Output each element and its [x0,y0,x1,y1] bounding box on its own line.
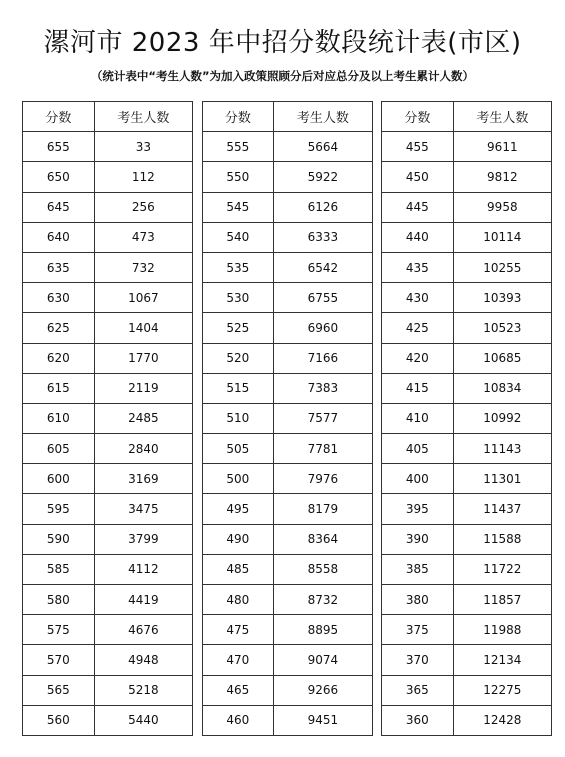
count-cell: 9074 [274,645,372,675]
count-cell: 1770 [94,343,192,373]
score-cell: 390 [382,524,454,554]
table-row [23,132,193,162]
score-cell: 500 [202,464,274,494]
table-row [382,645,552,675]
score-cell: 415 [382,373,454,403]
score-tables [22,101,552,736]
table-row [23,434,193,464]
table-row [23,464,193,494]
count-cell: 12428 [453,705,551,735]
score-cell: 400 [382,464,454,494]
table-row [23,645,193,675]
table-row [202,313,372,343]
table-row [23,494,193,524]
count-cell: 2485 [94,403,192,433]
score-cell: 540 [202,222,274,252]
table-row [23,554,193,584]
score-cell: 555 [202,132,274,162]
count-cell: 7577 [274,403,372,433]
table-row [382,403,552,433]
count-cell: 8364 [274,524,372,554]
count-cell: 2840 [94,434,192,464]
count-cell: 6755 [274,283,372,313]
count-cell: 10992 [453,403,551,433]
score-cell: 575 [23,615,95,645]
score-cell: 580 [23,585,95,615]
count-cell: 10685 [453,343,551,373]
table-row [382,252,552,282]
score-cell: 530 [202,283,274,313]
header-score: 分数 [382,102,454,132]
score-cell: 455 [382,132,454,162]
table-row [202,615,372,645]
count-cell: 11988 [453,615,551,645]
score-cell: 490 [202,524,274,554]
table-row [382,313,552,343]
count-cell: 11857 [453,585,551,615]
count-cell: 6126 [274,192,372,222]
table-row [23,675,193,705]
score-cell: 505 [202,434,274,464]
table-row [382,675,552,705]
score-cell: 570 [23,645,95,675]
score-cell: 385 [382,554,454,584]
count-cell: 9611 [453,132,551,162]
score-cell: 405 [382,434,454,464]
score-cell: 610 [23,403,95,433]
table-row [202,585,372,615]
count-cell: 4676 [94,615,192,645]
table-row [382,524,552,554]
count-cell: 9812 [453,162,551,192]
table-row [23,403,193,433]
table-row [382,585,552,615]
score-table-2 [202,101,373,736]
score-cell: 410 [382,403,454,433]
score-cell: 585 [23,554,95,584]
score-cell: 520 [202,343,274,373]
count-cell: 7976 [274,464,372,494]
table-row [382,705,552,735]
table-row [382,494,552,524]
score-cell: 395 [382,494,454,524]
score-cell: 375 [382,615,454,645]
table-row [382,222,552,252]
score-cell: 360 [382,705,454,735]
count-cell: 9451 [274,705,372,735]
score-cell: 515 [202,373,274,403]
table-row [23,252,193,282]
table-row [23,705,193,735]
page-subtitle: （统计表中“考生人数”为加入政策照顾分后对应总分及以上考生累计人数） [90,69,475,83]
count-cell: 5922 [274,162,372,192]
score-cell: 440 [382,222,454,252]
score-cell: 605 [23,434,95,464]
score-cell: 635 [23,252,95,282]
count-cell: 112 [94,162,192,192]
score-cell: 590 [23,524,95,554]
table-row [382,464,552,494]
score-cell: 525 [202,313,274,343]
count-cell: 8558 [274,554,372,584]
table-header-row [382,102,552,132]
table-row [23,222,193,252]
score-cell: 480 [202,585,274,615]
table-row [202,373,372,403]
count-cell: 1404 [94,313,192,343]
score-cell: 495 [202,494,274,524]
score-cell: 425 [382,313,454,343]
count-cell: 7781 [274,434,372,464]
count-cell: 2119 [94,373,192,403]
score-cell: 650 [23,162,95,192]
header-score: 分数 [23,102,95,132]
score-cell: 615 [23,373,95,403]
table-header-row [23,102,193,132]
table-row [382,132,552,162]
header-count: 考生人数 [453,102,551,132]
score-cell: 565 [23,675,95,705]
table-header-row [202,102,372,132]
count-cell: 12134 [453,645,551,675]
score-cell: 380 [382,585,454,615]
table-row [23,283,193,313]
score-cell: 470 [202,645,274,675]
table-row [382,283,552,313]
score-cell: 475 [202,615,274,645]
table-row [202,252,372,282]
count-cell: 1067 [94,283,192,313]
score-cell: 595 [23,494,95,524]
table-row [202,403,372,433]
table-row [202,132,372,162]
score-cell: 510 [202,403,274,433]
count-cell: 3475 [94,494,192,524]
count-cell: 5218 [94,675,192,705]
count-cell: 6542 [274,252,372,282]
table-row [23,162,193,192]
count-cell: 4948 [94,645,192,675]
count-cell: 5440 [94,705,192,735]
score-cell: 655 [23,132,95,162]
table-row [23,343,193,373]
count-cell: 12275 [453,675,551,705]
count-cell: 3799 [94,524,192,554]
count-cell: 10393 [453,283,551,313]
table-row [202,554,372,584]
score-cell: 645 [23,192,95,222]
table-row [23,524,193,554]
header-count: 考生人数 [274,102,372,132]
table-row [202,675,372,705]
table-row [23,192,193,222]
count-cell: 7166 [274,343,372,373]
score-cell: 460 [202,705,274,735]
count-cell: 6333 [274,222,372,252]
page-title: 漯河市 2023 年中招分数段统计表(市区) [43,28,522,58]
table-row [202,524,372,554]
table-row [382,373,552,403]
score-cell: 430 [382,283,454,313]
count-cell: 8732 [274,585,372,615]
score-cell: 625 [23,313,95,343]
score-cell: 545 [202,192,274,222]
score-table-3 [381,101,552,736]
table-row [23,615,193,645]
score-cell: 535 [202,252,274,282]
table-row [382,162,552,192]
score-cell: 450 [382,162,454,192]
score-cell: 640 [23,222,95,252]
table-row [202,283,372,313]
score-cell: 600 [23,464,95,494]
count-cell: 473 [94,222,192,252]
count-cell: 11588 [453,524,551,554]
score-cell: 365 [382,675,454,705]
table-row [202,464,372,494]
count-cell: 10834 [453,373,551,403]
count-cell: 9958 [453,192,551,222]
count-cell: 9266 [274,675,372,705]
table-row [382,615,552,645]
score-table-1 [22,101,193,736]
table-row [23,373,193,403]
count-cell: 5664 [274,132,372,162]
table-row [202,222,372,252]
score-cell: 560 [23,705,95,735]
score-cell: 630 [23,283,95,313]
table-row [202,494,372,524]
score-cell: 420 [382,343,454,373]
score-cell: 370 [382,645,454,675]
count-cell: 10255 [453,252,551,282]
table-row [382,434,552,464]
count-cell: 11722 [453,554,551,584]
table-row [202,343,372,373]
count-cell: 3169 [94,464,192,494]
header-score: 分数 [202,102,274,132]
count-cell: 4419 [94,585,192,615]
table-row [202,645,372,675]
table-row [202,162,372,192]
count-cell: 11143 [453,434,551,464]
table-row [202,705,372,735]
header-count: 考生人数 [94,102,192,132]
count-cell: 8895 [274,615,372,645]
count-cell: 256 [94,192,192,222]
table-row [382,343,552,373]
table-row [202,434,372,464]
score-cell: 550 [202,162,274,192]
table-row [23,313,193,343]
table-row [23,585,193,615]
count-cell: 732 [94,252,192,282]
count-cell: 10523 [453,313,551,343]
score-cell: 435 [382,252,454,282]
score-cell: 445 [382,192,454,222]
count-cell: 6960 [274,313,372,343]
count-cell: 10114 [453,222,551,252]
table-row [202,192,372,222]
score-cell: 485 [202,554,274,584]
score-cell: 620 [23,343,95,373]
count-cell: 4112 [94,554,192,584]
count-cell: 7383 [274,373,372,403]
table-row [382,192,552,222]
score-cell: 465 [202,675,274,705]
count-cell: 11437 [453,494,551,524]
table-row [382,554,552,584]
count-cell: 11301 [453,464,551,494]
count-cell: 8179 [274,494,372,524]
count-cell: 33 [94,132,192,162]
